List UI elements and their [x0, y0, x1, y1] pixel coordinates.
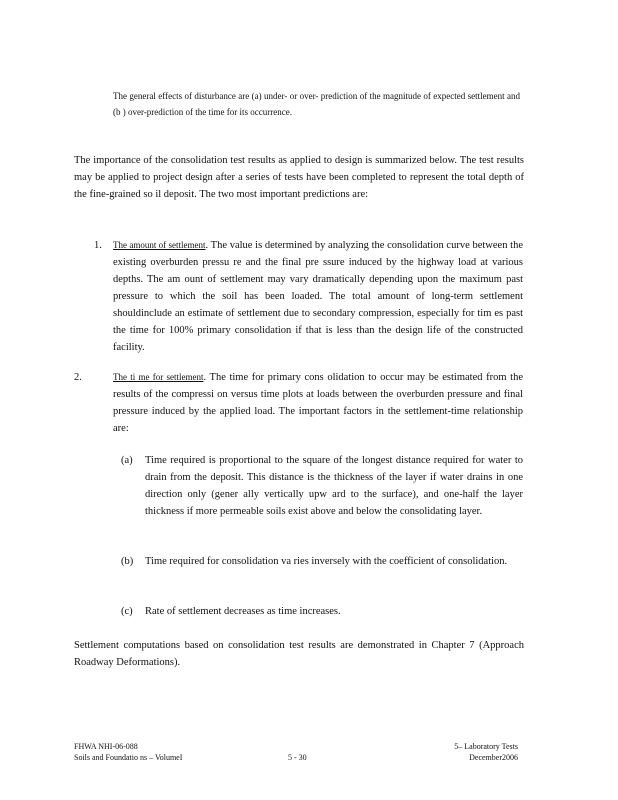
item-1-number: 1. — [94, 240, 102, 251]
subitem-a-text: Time required is proportional to the square of the longest distance required for water to drain from the deposit. This distance is the thickness of the layer if water drains in one direction only (gener ally vertically upw ard to the surface), and one-half the layer thickness if more permeable soils exist above and below the consolidating layer. — [145, 455, 523, 517]
subitem-b-label: (b) — [121, 556, 134, 567]
closing-paragraph: Settlement computations based on consolidation test results are demonstrated in Chapter 7 (Approach Roadway Deformations). — [74, 640, 524, 668]
subitem-a-label: (a) — [121, 455, 133, 466]
importance-paragraph: The importance of the consolidation test results as applied to design is summarized below. The test results may be applied to project design after a series of tests have been completed to represent the total depth of the fine-grained so il deposit. The two most important predictions are: — [74, 155, 524, 200]
subitem-b-text: Time required for consolidation va ries inversely with the coefficient of consolidation. — [145, 556, 508, 567]
item-1-text: . The value is determined by analyzing the consolidation curve between the existing overburden pressu re and the final pre ssure induced by the highway load at various depths. The am ount of settlement may vary dramatically depending upon the maximum past pressure to which the soil has been loaded. The total amount of long-term settlement shouldinclude an estimate of settlement due to secondary compression, especially for tim es past the time for 100% primary consolidation if that is less than the design life of the constructed facility. — [113, 240, 523, 353]
item-2-body — [113, 369, 523, 437]
subitem-c-label: (c) — [121, 606, 133, 617]
item-2-text: . The time for primary cons olidation to occur may be estimated from the results of the compressi on versus time plots at loads between the overburden pressure and final pressure induced by the applied load. The important factors in the settlement-time relationship are: — [113, 372, 523, 434]
footer-date: December2006 — [469, 753, 518, 762]
item-2-heading: The ti me for settlement — [113, 372, 204, 382]
item-1-heading: The amount of settlement — [113, 240, 206, 250]
footer-right — [422, 741, 518, 763]
footer-doc-number: FHWA NHI-06-088 — [74, 742, 138, 751]
intro-paragraph: The general effects of disturbance are (a) under- or over- prediction of the magnitude of expected settlement and (b ) over-prediction of the time for its occurrence. — [113, 91, 520, 117]
footer-volume: Soils and Foundatio ns – VolumeI — [74, 753, 183, 762]
footer-page-number: 5 - 30 — [288, 753, 307, 762]
footer-left — [74, 741, 182, 763]
subitem-c-text: Rate of settlement decreases as time increases. — [145, 606, 341, 617]
item-1-body — [113, 237, 523, 356]
item-2-number: 2. — [74, 372, 82, 383]
footer-chapter: 5– Laboratory Tests — [454, 742, 518, 751]
